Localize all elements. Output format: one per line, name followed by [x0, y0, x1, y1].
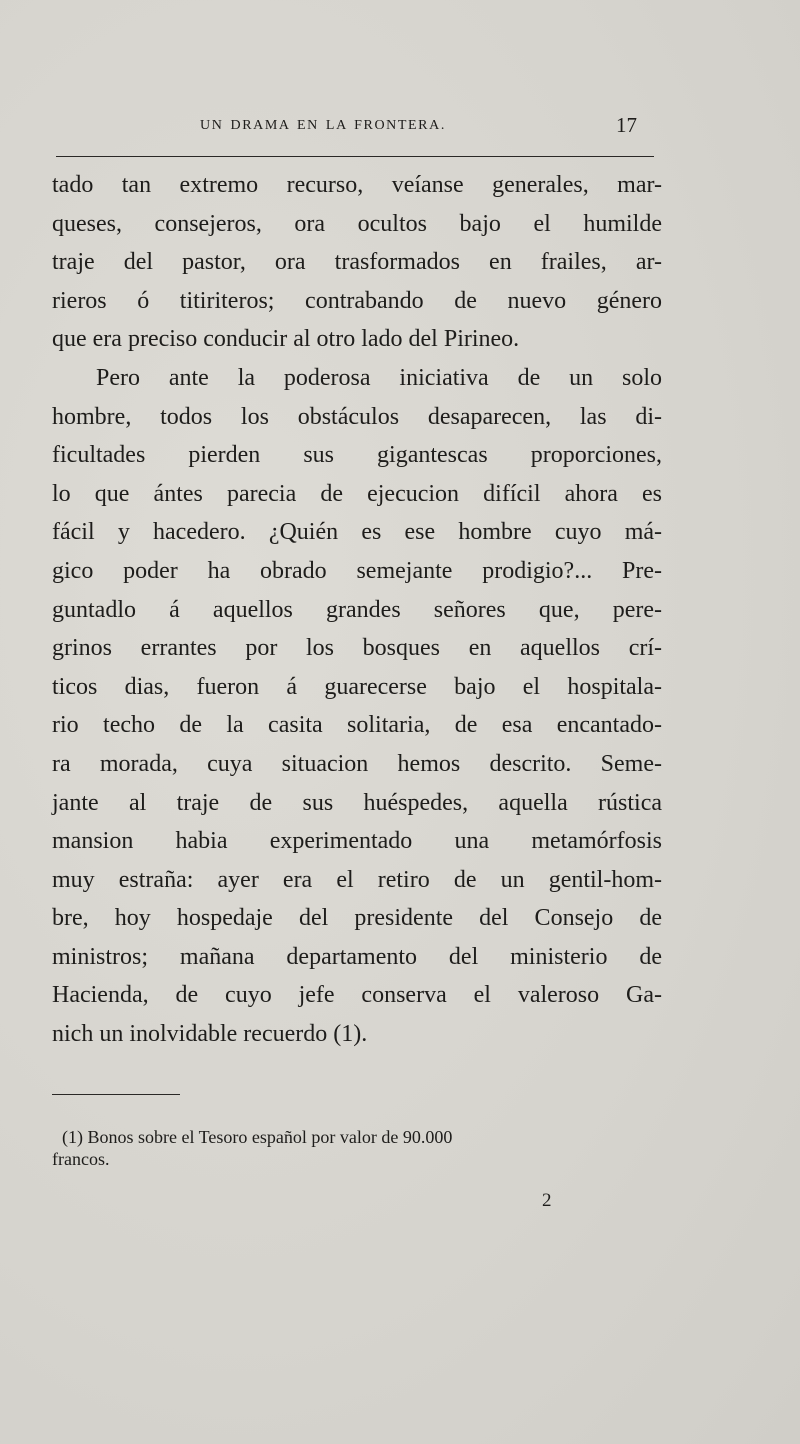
body-text	[52, 166, 662, 1054]
page-number: 17	[616, 113, 637, 137]
footnote-line: (1) Bonos sobre el Tesoro español por valor de 90.000	[62, 1127, 453, 1147]
text-line: Hacienda, de cuyo jefe conserva el valeroso Ga-	[52, 982, 662, 1009]
text-line: tado tan extremo recurso, veíanse generales, mar-	[52, 172, 662, 198]
text-line: jante al traje de sus huéspedes, aquella rústica	[52, 789, 662, 816]
text-line: nich un inolvidable recuerdo (1).	[52, 1021, 368, 1048]
text-line: traje del pastor, ora trasformados en frailes, ar-	[52, 249, 662, 276]
text-line: hombre, todos los obstáculos desaparecen, las di-	[52, 403, 662, 430]
signature-mark: 2	[542, 1190, 552, 1211]
text-line: ministros; mañana departamento del ministerio de	[52, 943, 662, 970]
text-line: ficultades pierden sus gigantescas proporciones,	[52, 442, 662, 469]
running-title: UN DRAMA EN LA FRONTERA.	[200, 118, 446, 133]
text-line: gico poder ha obrado semejante prodigio?... Pre-	[52, 557, 662, 584]
text-line: ticos dias, fueron á guarecerse bajo el hospitala-	[52, 673, 662, 700]
text-line: rieros ó titiriteros; contrabando de nuevo género	[52, 287, 662, 314]
text-line: grinos errantes por los bosques en aquellos crí-	[52, 635, 662, 662]
text-line: que era preciso conducir al otro lado del Pirineo.	[52, 326, 520, 353]
text-line: lo que ántes parecia de ejecucion difícil ahora es	[52, 480, 662, 507]
paragraph-start-line: Pero ante la poderosa iniciativa de un solo	[96, 364, 662, 391]
footnote	[52, 1126, 662, 1170]
text-line: mansion habia experimentado una metamórfosis	[52, 828, 662, 855]
text-line: rio techo de la casita solitaria, de esa encantado-	[52, 712, 662, 739]
footnote-line: francos.	[52, 1149, 110, 1169]
footnote-rule	[52, 1094, 180, 1095]
header-rule	[56, 156, 654, 157]
text-line: bre, hoy hospedaje del presidente del Consejo de	[52, 905, 662, 932]
text-line: ra morada, cuya situacion hemos descrito. Seme-	[52, 750, 662, 777]
text-line: muy estraña: ayer era el retiro de un gentil-hom-	[52, 866, 662, 893]
text-line: fácil y hacedero. ¿Quién es ese hombre cuyo má-	[52, 519, 662, 546]
text-line: queses, consejeros, ora ocultos bajo el humilde	[52, 210, 662, 237]
text-line: guntadlo á aquellos grandes señores que, pere-	[52, 596, 662, 623]
